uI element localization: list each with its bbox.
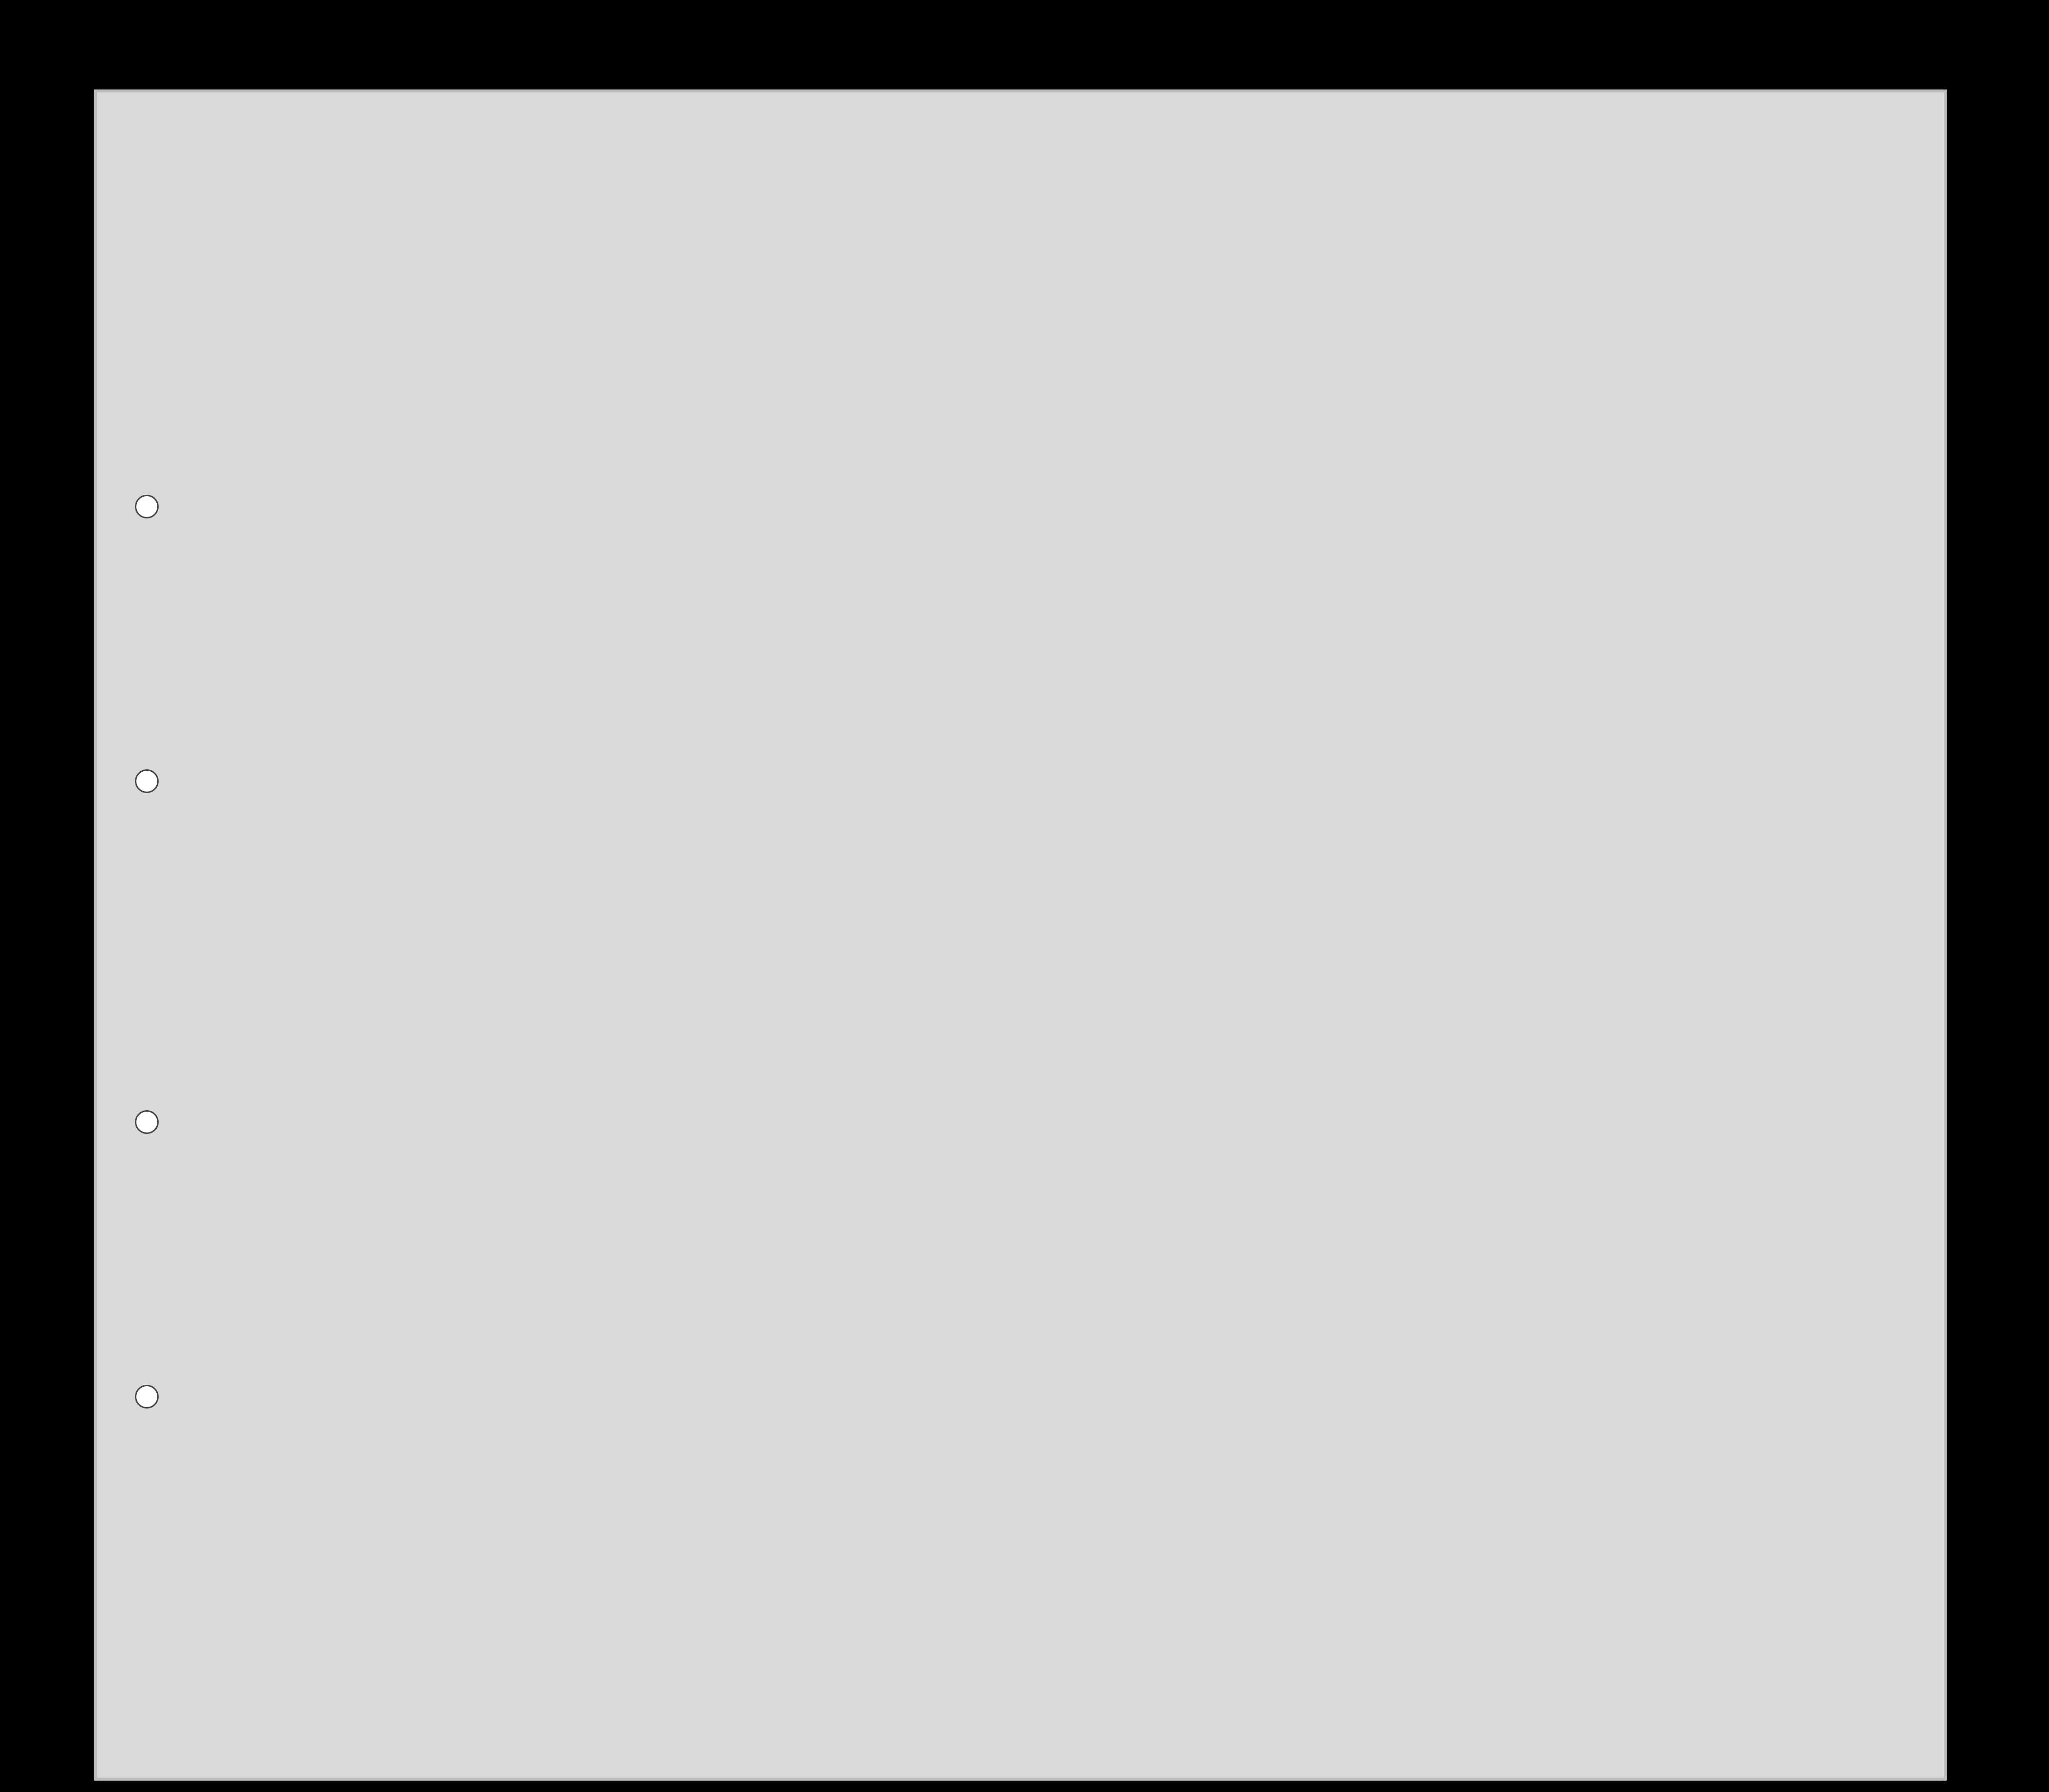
punch-hole: [135, 1110, 159, 1134]
table-grid: [97, 92, 1944, 1778]
punch-hole: [135, 495, 159, 518]
punch-hole: [135, 1385, 159, 1409]
manifest-sheet: [97, 92, 1944, 1778]
punch-hole: [135, 769, 159, 793]
